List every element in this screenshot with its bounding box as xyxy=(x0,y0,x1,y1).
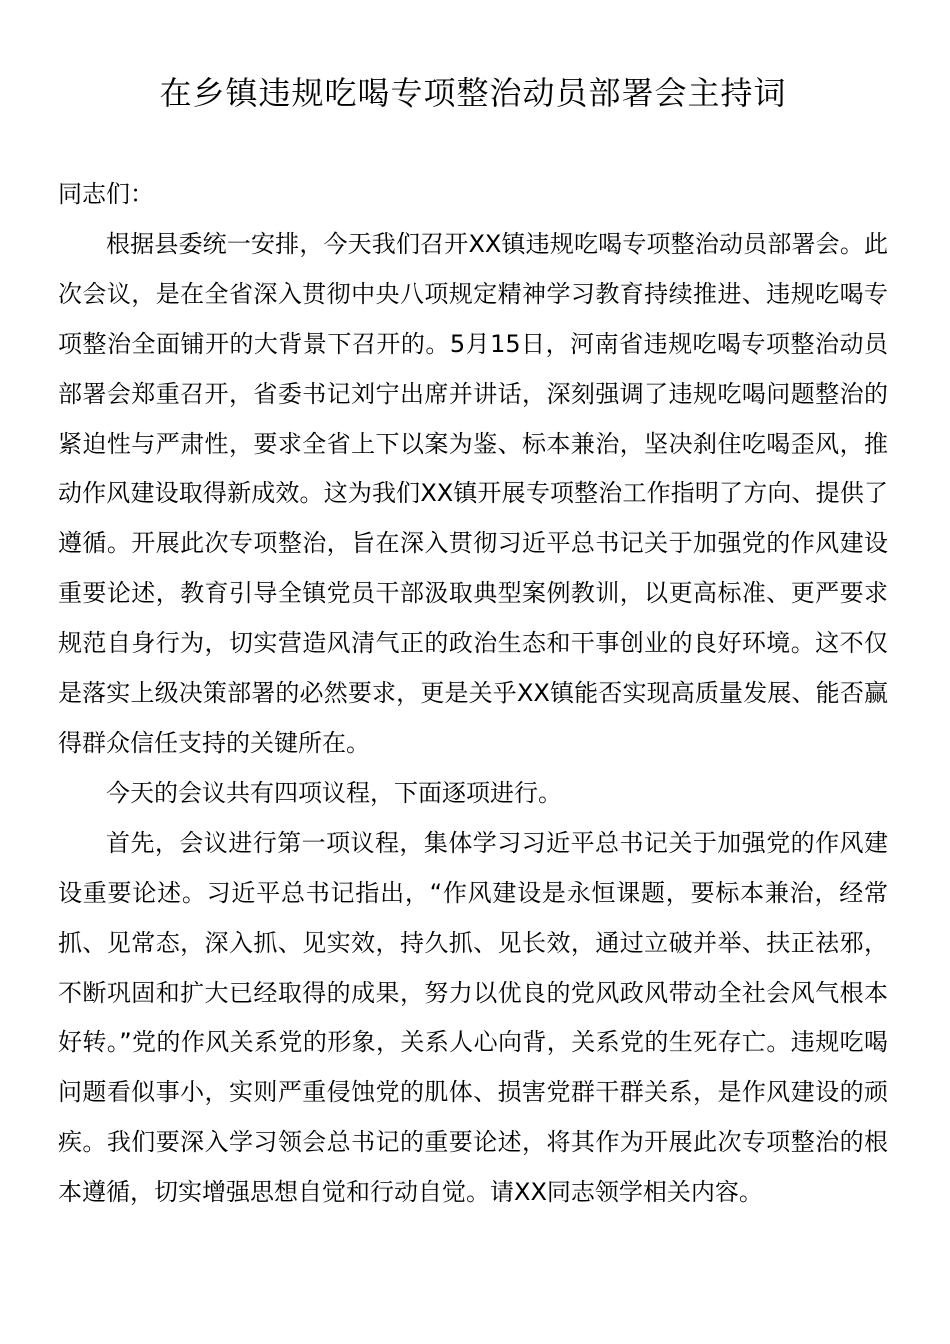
document-body xyxy=(58,170,888,1218)
salutation: 同志们： xyxy=(58,180,154,208)
document-title: 在乡镇违规吃喝专项整治动员部署会主持词 xyxy=(159,74,787,112)
paragraph-agenda: 今天的会议共有四项议程，下面逐项进行。 xyxy=(106,778,562,807)
paragraph-first-item: 首先，会议进行第一项议程，集体学习习近平总书记关于加强党的作风建设重要论述。习近平总书记指出，“作风建设是永恒课题，要标本兼治，经常抓、见常态，深入抓、见实效，持久抓、见长效，通过立破并举、扶正祛邪，不断巩固和扩大已经取得的成果，努力以优良的党风政风带动全社会风气根本好转。”党的作风关系党的形象，关系人心向背，关系党的生死存亡。违规吃喝问题看似事小，实则严重侵蚀党的肌体、损害党群干群关系，是作风建设的顽疾。我们要深入学习领会总书记的重要论述，将其作为开展此次专项整治的根本遵循，切实增强思想自觉和行动自觉。请XX同志领学相关内容。 xyxy=(58,828,888,1207)
paragraph-opening: 根据县委统一安排，今天我们召开XX镇违规吃喝专项整治动员部署会。此次会议，是在全省深入贯彻中央八项规定精神学习教育持续推进、违规吃喝专项整治全面铺开的大背景下召开的。5月15日，河南省违规吃喝专项整治动员部署会郑重召开，省委书记刘宁出席并讲话，深刻强调了违规吃喝问题整治的紧迫性与严肃性，要求全省上下以案为鉴、标本兼治，坚决刹住吃喝歪风，推动作风建设取得新成效。这为我们XX镇开展专项整治工作指明了方向、提供了遵循。开展此次专项整治，旨在深入贯彻习近平总书记关于加强党的作风建设重要论述，教育引导全镇党员干部汲取典型案例教训，以更高标准、更严要求规范自身行为，切实营造风清气正的政治生态和干事创业的良好环境。这不仅是落实上级决策部署的必然要求，更是关乎XX镇能否实现高质量发展、能否赢得群众信任支持的关键所在。 xyxy=(58,229,888,757)
